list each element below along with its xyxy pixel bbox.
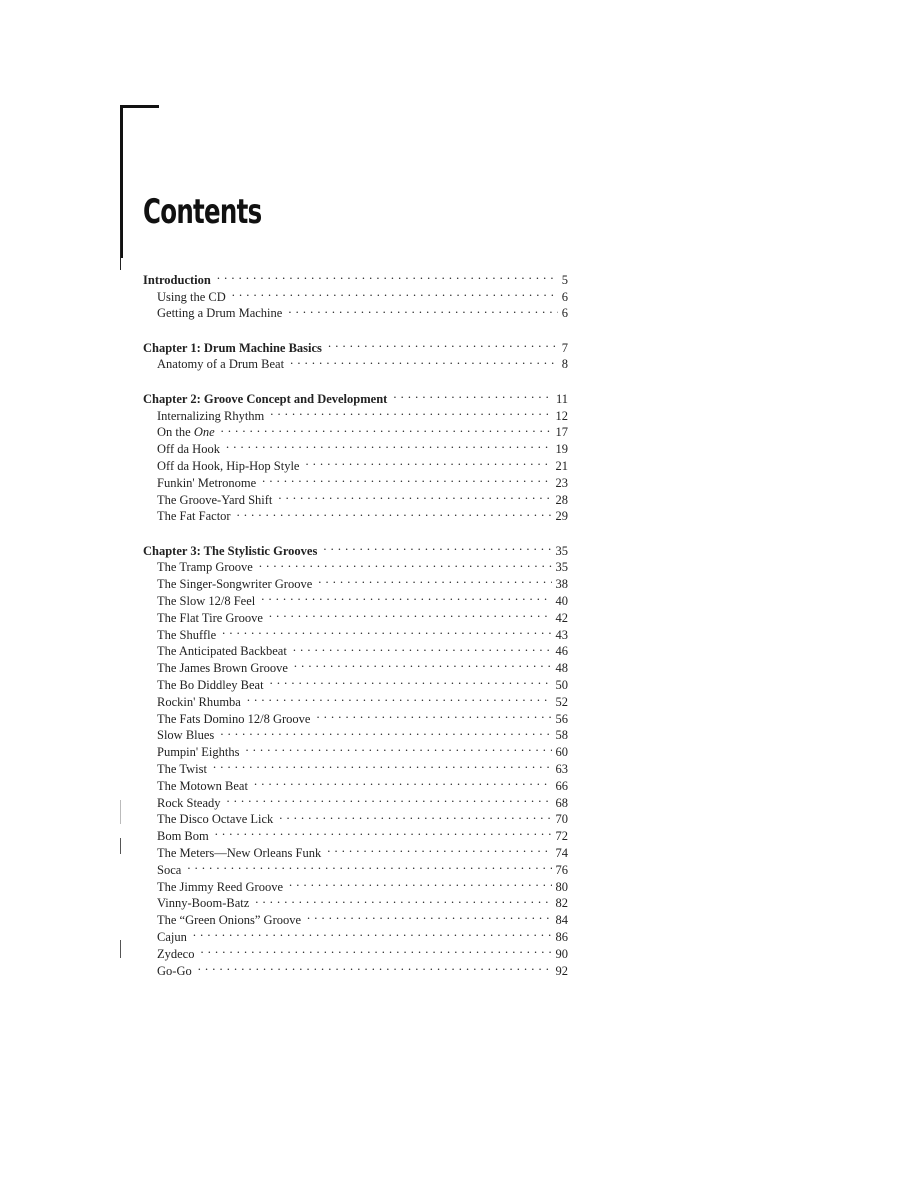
toc-entry-title: The Fat Factor <box>157 509 231 524</box>
toc-page-number: 50 <box>555 678 568 693</box>
toc-entry <box>143 941 568 961</box>
toc-entry <box>143 857 568 877</box>
dot-leader <box>305 453 551 470</box>
toc-page-number: 19 <box>555 442 568 457</box>
margin-mark <box>120 940 121 958</box>
toc-entry-title: The Anticipated Backbeat <box>157 644 287 659</box>
dot-leader <box>261 588 551 605</box>
toc-page-number: 90 <box>555 946 568 961</box>
dot-leader <box>220 723 551 740</box>
toc-entry-title: Chapter 1: Drum Machine Basics <box>143 340 322 355</box>
toc-page-number: 35 <box>555 560 568 575</box>
dot-leader <box>254 773 552 790</box>
toc-entry-title: The Jimmy Reed Groove <box>157 879 284 894</box>
dot-leader <box>259 555 552 572</box>
toc-entry-title: The “Green Onions” Groove <box>157 913 302 928</box>
toc-entry-title: Funkin' Metronome <box>157 475 257 490</box>
table-of-contents <box>143 267 568 992</box>
margin-rule <box>120 230 121 270</box>
dot-leader <box>323 538 551 555</box>
toc-page-number: 70 <box>555 812 568 827</box>
toc-entry-title-prefix: On the <box>157 425 194 440</box>
toc-entry-title: The Flat Tire Groove <box>157 610 263 625</box>
toc-page-number: 28 <box>555 492 568 507</box>
toc-page-number: 17 <box>555 425 568 440</box>
toc-page-number: 42 <box>555 610 568 625</box>
toc-entry-title: The James Brown Groove <box>157 661 288 676</box>
toc-page-number: 29 <box>555 509 568 524</box>
toc-page-number: 74 <box>555 846 568 860</box>
toc-entry-title: Rockin' Rhumba <box>157 694 241 709</box>
toc-entry-title: The Slow 12/8 Feel <box>157 594 256 609</box>
toc-page-number: 86 <box>555 929 568 944</box>
dot-leader <box>318 571 551 588</box>
toc-entry-title: Introduction <box>143 272 211 287</box>
dot-leader <box>200 941 551 958</box>
toc-page-number: 5 <box>561 272 568 287</box>
dot-leader <box>226 436 552 453</box>
dot-leader <box>289 874 551 891</box>
toc-entry-title: Slow Blues <box>157 728 215 743</box>
toc-entry-title: Getting a Drum Machine <box>157 306 283 321</box>
toc-chapter-heading <box>143 538 568 558</box>
dot-leader <box>245 739 551 756</box>
toc-page-number: 84 <box>555 913 568 928</box>
margin-mark <box>120 838 121 854</box>
toc-entry-title: Vinny-Boom-Batz <box>157 896 250 911</box>
dot-leader <box>279 807 551 824</box>
toc-chapter-heading <box>143 335 568 355</box>
toc-entry-title: Bom Bom <box>157 829 209 844</box>
toc-entry-title: Cajun <box>157 929 187 944</box>
toc-page-number: 23 <box>555 475 568 490</box>
toc-entry-title: The Bo Diddley Beat <box>157 678 264 693</box>
toc-entry-title: Using the CD <box>157 289 226 304</box>
toc-page-number: 48 <box>555 661 568 676</box>
dot-leader <box>262 470 551 487</box>
dot-leader <box>393 386 552 403</box>
toc-entry-title: Chapter 3: The Stylistic Grooves <box>143 543 318 558</box>
dot-leader <box>217 267 558 284</box>
dot-leader <box>222 622 551 639</box>
toc-entry-title: The Meters—New Orleans Funk <box>157 846 322 860</box>
dot-leader <box>215 823 552 840</box>
toc-entry-title: Zydeco <box>157 946 195 961</box>
toc-page-number: 63 <box>555 762 568 777</box>
toc-section <box>143 538 568 978</box>
toc-page-number: 68 <box>555 795 568 810</box>
dot-leader <box>278 487 551 504</box>
toc-entry <box>143 958 568 978</box>
toc-entry-title: Anatomy of a Drum Beat <box>157 357 285 372</box>
toc-page-number: 21 <box>555 458 568 473</box>
toc-entry-title: Chapter 2: Groove Concept and Development <box>143 391 388 406</box>
dot-leader <box>307 907 551 924</box>
toc-page-number: 56 <box>555 711 568 726</box>
toc-entry-title: The Singer-Songwriter Groove <box>157 577 313 592</box>
toc-entry-title: Go-Go <box>157 963 192 978</box>
dot-leader <box>327 840 551 857</box>
dot-leader <box>232 284 558 301</box>
toc-page-number: 58 <box>555 728 568 743</box>
toc-entry-title: Off da Hook <box>157 442 220 457</box>
dot-leader <box>290 352 558 369</box>
dot-leader <box>187 857 551 874</box>
toc-page-number: 60 <box>555 745 568 760</box>
toc-entry-title: The Twist <box>157 762 207 777</box>
page-title: Contents <box>143 192 262 232</box>
toc-page-number: 66 <box>555 778 568 793</box>
toc-page-number: 76 <box>555 862 568 877</box>
toc-page-number: 80 <box>555 879 568 894</box>
toc-section <box>143 267 568 321</box>
toc-entry-title: The Tramp Groove <box>157 560 253 575</box>
dot-leader <box>198 958 552 975</box>
dot-leader <box>255 891 551 908</box>
toc-page-number: 43 <box>555 627 568 642</box>
toc-entry-title: The Groove-Yard Shift <box>157 492 273 507</box>
toc-entry-title: Soca <box>157 862 182 877</box>
dot-leader <box>270 672 552 689</box>
toc-page-number: 52 <box>555 694 568 709</box>
toc-page-number: 35 <box>555 543 568 558</box>
crop-corner-mark <box>120 105 159 258</box>
toc-entry-title-italic: One <box>193 425 215 440</box>
toc-page-number: 12 <box>555 408 568 423</box>
dot-leader <box>328 335 558 352</box>
toc-page-number: 38 <box>555 577 568 592</box>
dot-leader <box>288 301 557 318</box>
dot-leader <box>270 403 551 420</box>
toc-entry-title: The Fats Domino 12/8 Groove <box>157 711 311 726</box>
toc-page-number: 6 <box>561 306 568 321</box>
toc-page-number: 11 <box>555 391 568 406</box>
toc-entry-title: The Shuffle <box>157 627 217 642</box>
dot-leader <box>213 756 552 773</box>
toc-entry-title: Pumpin' Eighths <box>157 745 240 760</box>
toc-page-number: 46 <box>555 644 568 659</box>
dot-leader <box>193 924 552 941</box>
dot-leader <box>237 504 552 521</box>
toc-entry-title: Rock Steady <box>157 795 221 810</box>
toc-section <box>143 386 568 524</box>
toc-page-number: 82 <box>555 896 568 911</box>
dot-leader <box>227 790 552 807</box>
toc-page-number: 92 <box>555 963 568 978</box>
dot-leader <box>247 689 552 706</box>
margin-mark <box>120 800 121 824</box>
toc-entry-title: The Disco Octave Lick <box>157 812 274 827</box>
dot-leader <box>221 420 552 437</box>
toc-entry-title: The Motown Beat <box>157 778 248 793</box>
toc-page-number: 72 <box>555 829 568 844</box>
toc-chapter-heading <box>143 386 568 406</box>
dot-leader <box>316 706 551 723</box>
toc-page-number: 6 <box>561 289 568 304</box>
toc-entry-title: Internalizing Rhythm <box>157 408 265 423</box>
toc-entry <box>143 924 568 944</box>
toc-page-number: 7 <box>561 340 568 355</box>
toc-entry-title: Off da Hook, Hip-Hop Style <box>157 458 300 473</box>
toc-chapter-heading <box>143 267 568 287</box>
dot-leader <box>293 639 552 656</box>
toc-section <box>143 335 568 372</box>
dot-leader <box>294 655 552 672</box>
toc-entry-title <box>157 424 221 441</box>
toc-page-number: 40 <box>555 594 568 609</box>
toc-page-number: 8 <box>561 357 568 372</box>
dot-leader <box>269 605 552 622</box>
toc-entry <box>143 874 568 894</box>
